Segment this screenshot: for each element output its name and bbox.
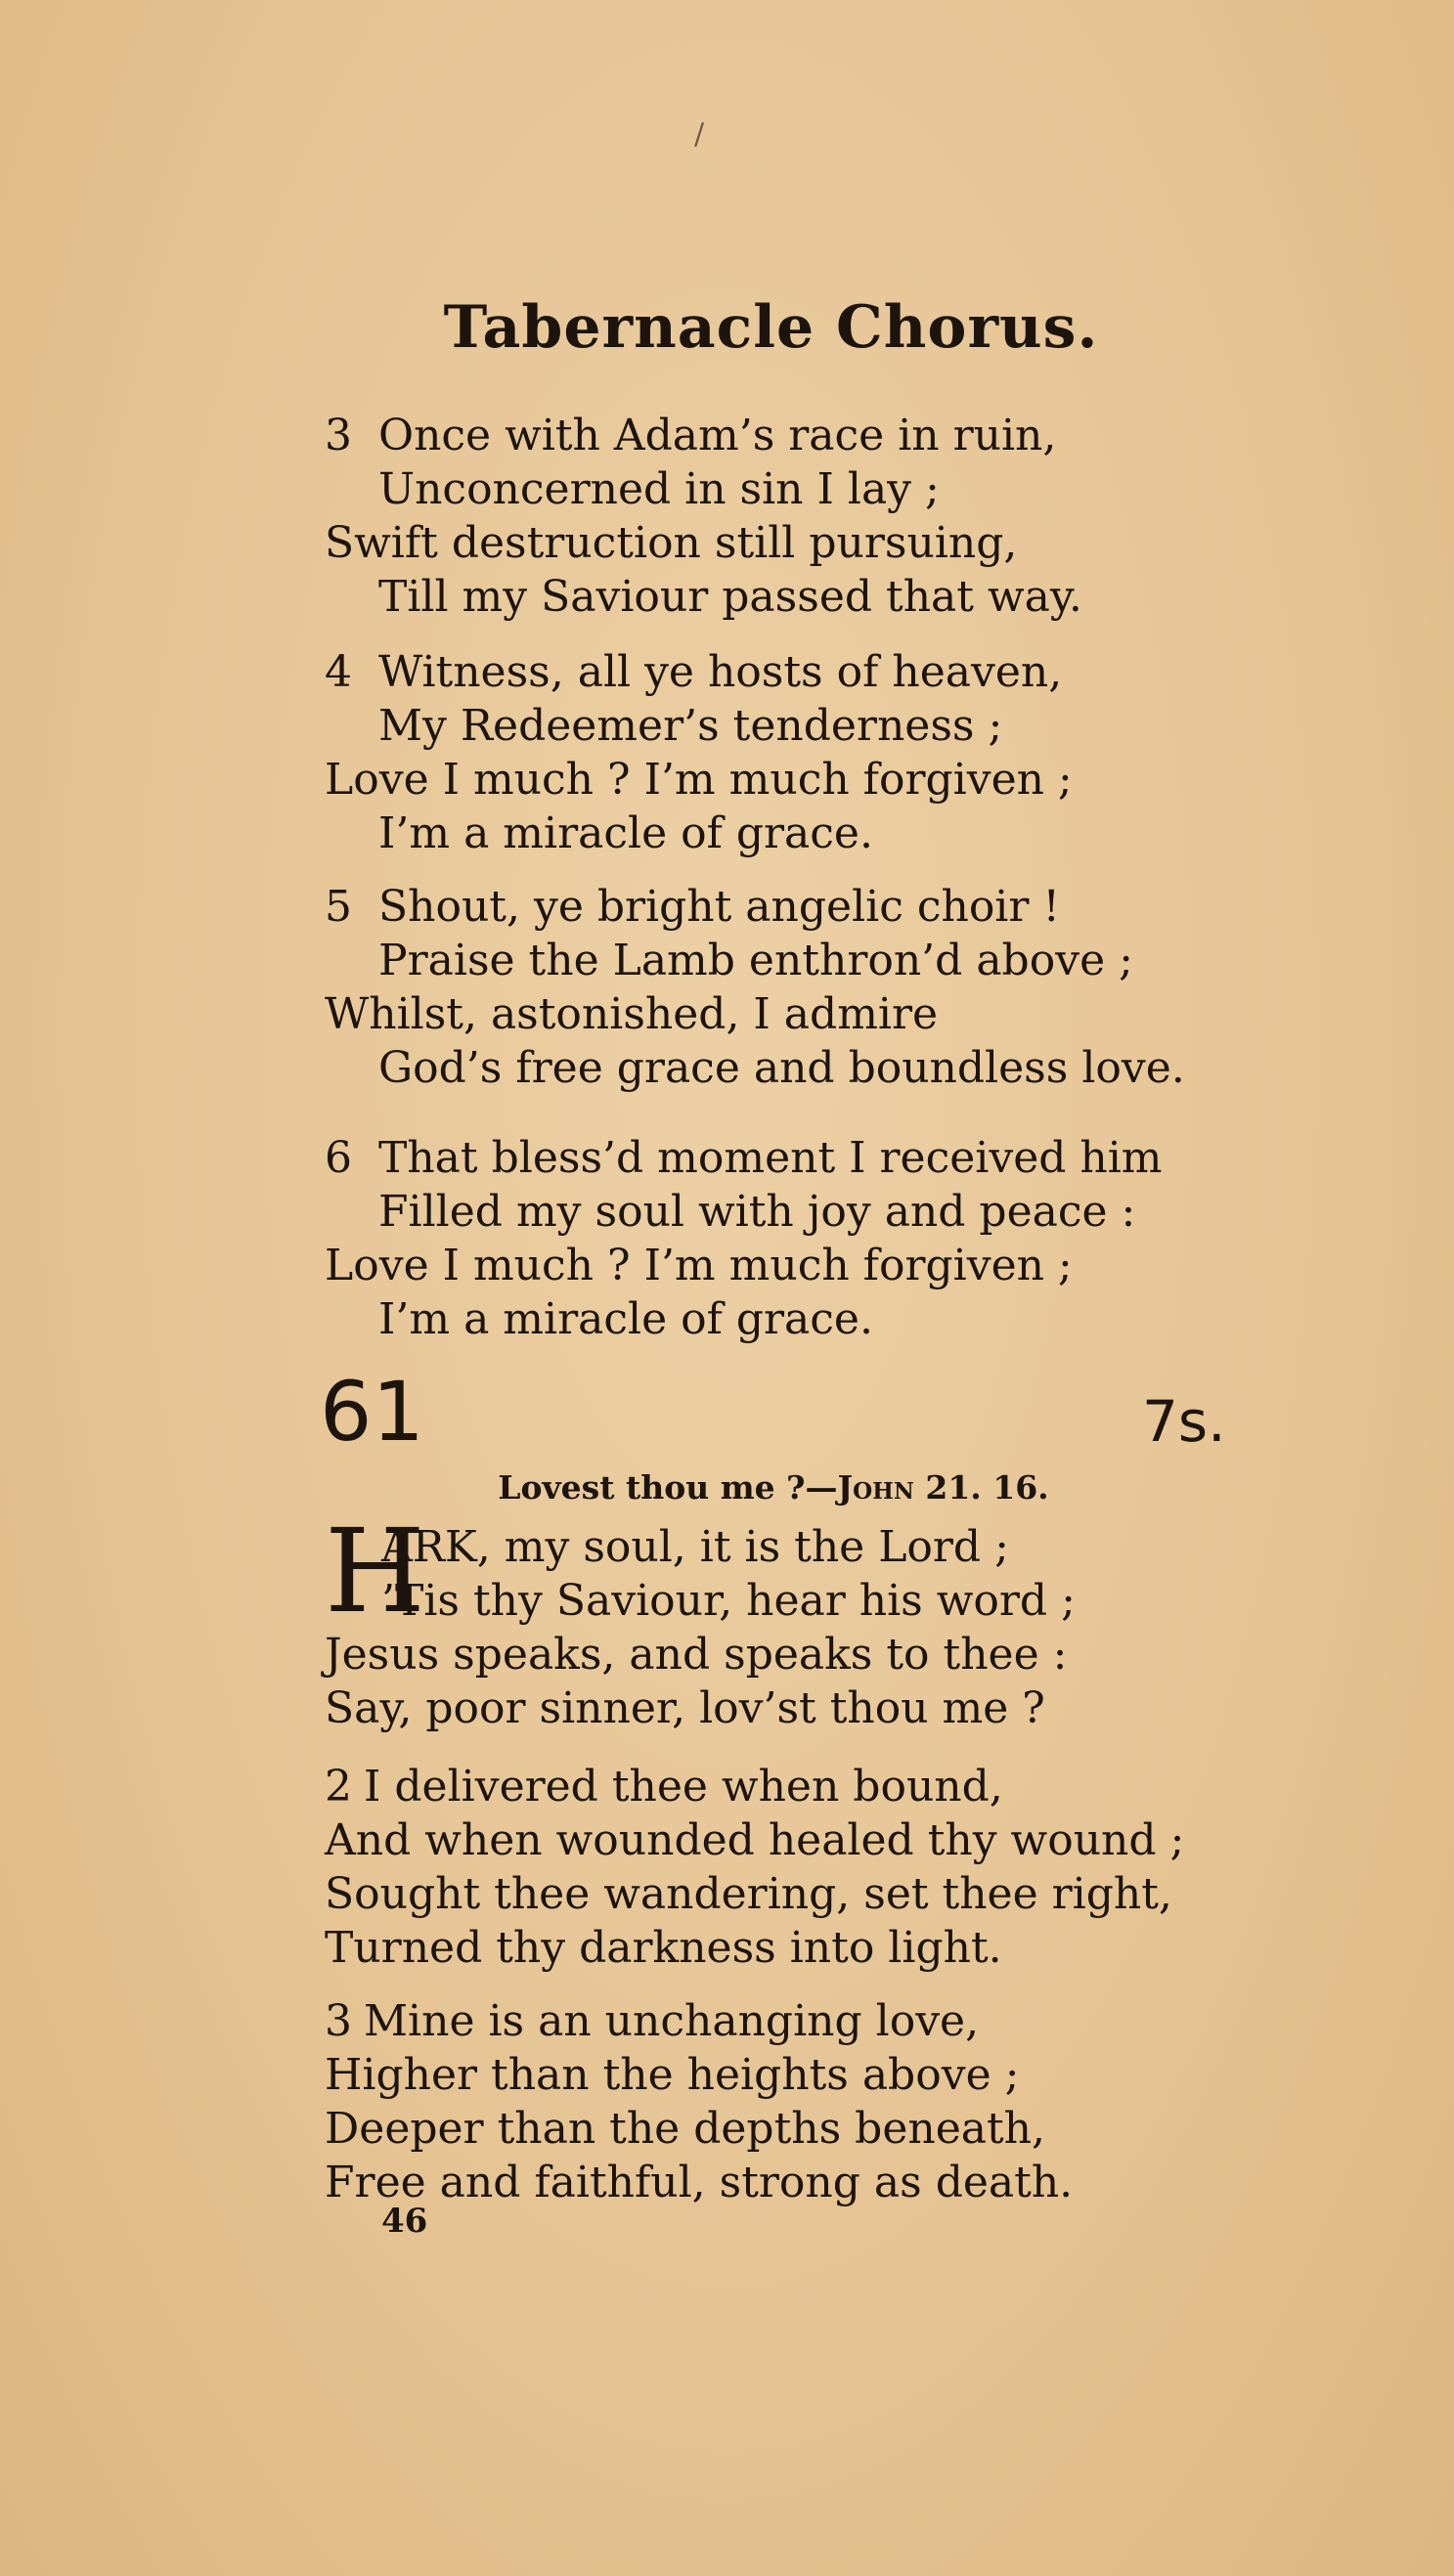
- page-header: Tabernacle Chorus.: [443, 293, 1099, 362]
- verse-line: ’Tis thy Saviour, hear his word ;: [381, 1576, 1076, 1626]
- stanza-number: 3: [325, 1996, 352, 2046]
- pencil-mark: /: [694, 117, 705, 152]
- verse-line: Whilst, astonished, I admire: [325, 989, 939, 1039]
- verse-line: I’m a miracle of grace.: [378, 808, 873, 858]
- stanza-number: 3: [325, 411, 352, 460]
- verse-line: Witness, all ye hosts of heaven,: [378, 647, 1063, 697]
- verse-line: Higher than the heights above ;: [325, 2050, 1020, 2100]
- verse-line: I’m a miracle of grace.: [378, 1294, 873, 1344]
- verse-line: And when wounded healed thy wound ;: [325, 1815, 1185, 1865]
- page-number: 46: [381, 2202, 428, 2241]
- stanza-3-hymn61: [325, 1994, 1073, 2209]
- verse-line: Free and faithful, strong as death.: [325, 2158, 1074, 2207]
- stanza-number: 6: [325, 1133, 352, 1183]
- stanza-2: [325, 1760, 1184, 1975]
- verse-line: My Redeemer’s tenderness ;: [378, 701, 1003, 751]
- verse-line: That bless’d moment I received him: [378, 1133, 1163, 1183]
- stanza-number: 5: [325, 882, 352, 932]
- stanza-number: 2: [325, 1762, 352, 1812]
- verse-line: Love I much ? I’m much forgiven ;: [325, 755, 1073, 805]
- verse-line: Unconcerned in sin I lay ;: [378, 464, 940, 514]
- verse-line: Sought thee wandering, set thee right,: [325, 1869, 1172, 1919]
- verse-line: God’s free grace and boundless love.: [378, 1043, 1185, 1093]
- verse-line: Praise the Lamb enthron’d above ;: [378, 936, 1133, 985]
- verse-line: Love I much ? I’m much forgiven ;: [325, 1241, 1073, 1290]
- stanza-4: [325, 645, 1073, 860]
- verse-line: Till my Saviour passed that way.: [378, 572, 1082, 622]
- verse-line: Shout, ye bright angelic choir !: [378, 882, 1061, 932]
- epigraph: [0, 1468, 1454, 1506]
- hymn-meter: 7s.: [1142, 1388, 1226, 1455]
- verse-line: I delivered thee when bound,: [364, 1762, 1003, 1812]
- stanza-number: 4: [325, 647, 352, 697]
- epigraph-verse: 21. 16.: [913, 1468, 1049, 1506]
- verse-line: Turned thy darkness into light.: [325, 1923, 1002, 1973]
- verse-line: Jesus speaks, and speaks to thee :: [325, 1630, 1068, 1680]
- stanza-6: [325, 1131, 1163, 1346]
- verse-line: ARK, my soul, it is the Lord ;: [381, 1522, 1009, 1572]
- verse-line: Swift destruction still pursuing,: [325, 518, 1018, 568]
- drop-cap: H: [325, 1504, 425, 1638]
- verse-line: Mine is an unchanging love,: [364, 1996, 980, 2046]
- epigraph-reference: John: [837, 1468, 914, 1506]
- stanza-1: [325, 1504, 1076, 1735]
- epigraph-text: Lovest thou me ?—: [498, 1468, 838, 1506]
- verse-line: Filled my soul with joy and peace :: [378, 1187, 1136, 1237]
- hymn-number: 61: [320, 1364, 424, 1460]
- stanza-3: [325, 409, 1082, 624]
- verse-line: Once with Adam’s race in ruin,: [378, 411, 1057, 460]
- verse-line: Deeper than the depths beneath,: [325, 2104, 1045, 2154]
- verse-line: Say, poor sinner, lov’st thou me ?: [325, 1683, 1045, 1733]
- stanza-5: [325, 880, 1185, 1095]
